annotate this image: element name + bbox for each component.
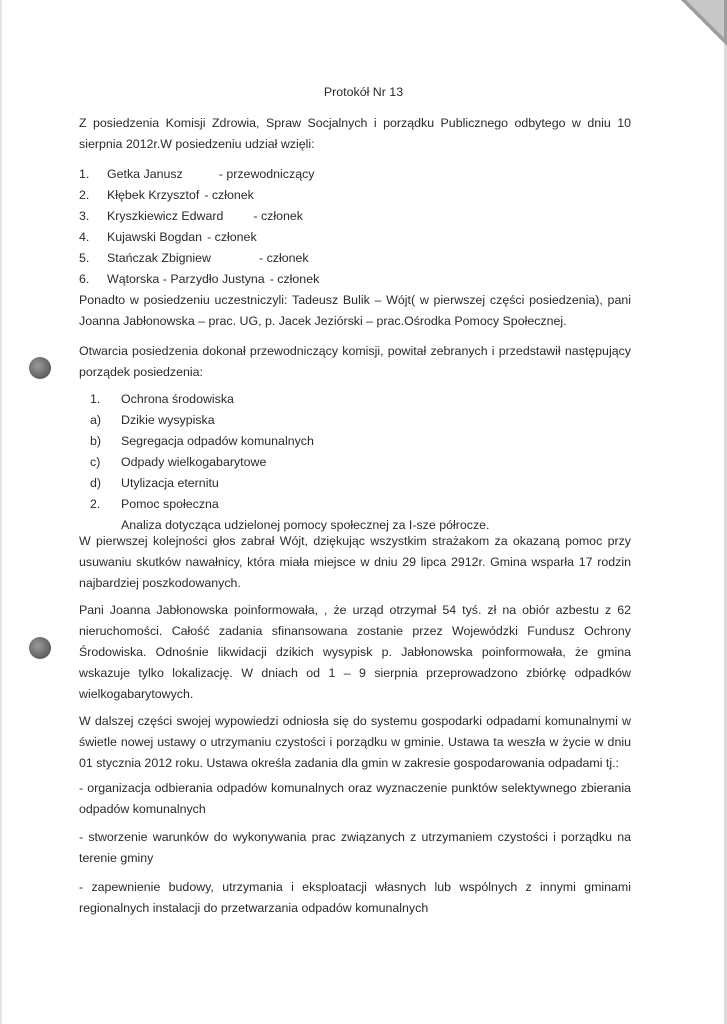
member-role: - członek	[253, 209, 303, 223]
member-number: 6.	[79, 272, 90, 286]
punch-hole	[29, 357, 51, 379]
task-bullet: - organizacja odbierania odpadów komunalnych oraz wyznaczenie punktów selektywnego zbierania odpadów komunalnych	[79, 781, 631, 816]
list-item	[79, 269, 479, 290]
list-item	[79, 185, 479, 206]
member-number: 1.	[79, 167, 90, 181]
member-name: Kłębek Krzysztof	[107, 188, 200, 202]
wojt-paragraph: W pierwszej kolejności głos zabrał Wójt, dziękując wszystkim strażakom za okazaną pomoc przy usuwaniu skutków nawałnicy, która miała miejsce w dniu 29 lipca 2912r. Gmina wsparła 17 rodzin najbardziej poszkodowanych.	[79, 534, 631, 590]
agenda-label: d)	[90, 476, 102, 490]
member-number: 3.	[79, 209, 90, 223]
member-role: - członek	[269, 272, 320, 286]
punch-hole	[29, 637, 51, 659]
member-role: - przewodniczący	[218, 167, 315, 181]
agenda-text: Pomoc społeczna	[121, 497, 219, 511]
intro-paragraph: Z posiedzenia Komisji Zdrowia, Spraw Socjalnych i porządku Publicznego odbytego w dniu 10 sierpnia 2012r.W posiedzeniu udział wzięli:	[79, 116, 631, 151]
agenda-text: Ochrona środowiska	[121, 392, 234, 406]
member-name: Getka Janusz	[107, 167, 183, 181]
folded-corner-inner	[686, 0, 724, 38]
scan-edge-left	[0, 0, 2, 1024]
agenda-label: 2.	[90, 497, 101, 511]
member-role: - członek	[259, 251, 309, 265]
member-name: Kujawski Bogdan	[107, 230, 203, 244]
list-item	[90, 410, 630, 431]
agenda-label: 1.	[90, 392, 101, 406]
document-title: Protokół Nr 13	[323, 85, 404, 99]
members-list	[79, 164, 479, 290]
agenda-text: Segregacja odpadów komunalnych	[121, 434, 314, 448]
opening-paragraph: Otwarcia posiedzenia dokonał przewodniczący komisji, powitał zebranych i przedstawił następujący porządek posiedzenia:	[79, 344, 631, 379]
member-name: Stańczak Zbigniew	[107, 251, 211, 265]
member-number: 5.	[79, 251, 90, 265]
waste-system-paragraph: W dalszej części swojej wypowiedzi odniosła się do systemu gospodarki odpadami komunalnymi w świetle nowej ustawy o utrzymaniu czystości i porządku w gminie. Ustawa ta weszła w życie w dniu 01 stycznia 2012 roku. Ustawa określa zadania dla gmin w zakresie gospodarowania odpadami tj.:	[79, 714, 631, 770]
list-item	[90, 452, 630, 473]
list-item	[90, 431, 630, 452]
list-item	[79, 248, 479, 269]
task-bullet: - stworzenie warunków do wykonywania prac związanych z utrzymaniem czystości i porządku na terenie gminy	[79, 830, 631, 865]
jablonowska-paragraph: Pani Joanna Jabłonowska poinformowała, , że urząd otrzymał 54 tyś. zł na obiór azbestu z 62 nieruchomości. Całość zadania sfinansowana zostanie przez Wojewódzki Fundusz Ochrony Środowiska. Odnośnie likwidacji dzikich wysypisk p. Jabłonowska poinformowała, że gmina wskazuje tylko lokalizację. W dniach od 1 – 9 sierpnia przeprowadzono zbiórkę odpadków wielkogabarytowych.	[79, 603, 631, 701]
agenda-note: Analiza dotycząca udzielonej pomocy społecznej za I-sze półrocze.	[121, 518, 490, 532]
agenda-label: a)	[90, 413, 102, 427]
agenda-text: Odpady wielkogabarytowe	[121, 455, 267, 469]
member-name: Kryszkiewicz Edward	[107, 209, 224, 223]
agenda-label: c)	[90, 455, 101, 469]
list-item	[79, 164, 479, 185]
member-role: - członek	[204, 188, 254, 202]
task-bullet: - zapewnienie budowy, utrzymania i eksploatacji własnych lub wspólnych z innymi gminami regionalnych instalacji do przetwarzania odpadów komunalnych	[79, 880, 631, 915]
list-item	[79, 227, 479, 248]
agenda-label: b)	[90, 434, 102, 448]
member-name: Wątorska - Parzydło Justyna	[107, 272, 265, 286]
agenda-text: Utylizacja eternitu	[121, 476, 219, 490]
list-item	[90, 389, 630, 410]
member-role: - członek	[207, 230, 257, 244]
agenda-text: Dzikie wysypiska	[121, 413, 215, 427]
guests-paragraph: Ponadto w posiedzeniu uczestniczyli: Tadeusz Bulik – Wójt( w pierwszej części posiedzenia), pani Joanna Jabłonowska – prac. UG, p. Jacek Jeziórski – prac.Ośrodka Pomocy Społecznej.	[79, 293, 631, 328]
member-number: 2.	[79, 188, 90, 202]
list-item	[79, 206, 479, 227]
list-item	[90, 473, 630, 494]
agenda-list	[90, 389, 630, 536]
list-item	[90, 494, 630, 515]
member-number: 4.	[79, 230, 90, 244]
